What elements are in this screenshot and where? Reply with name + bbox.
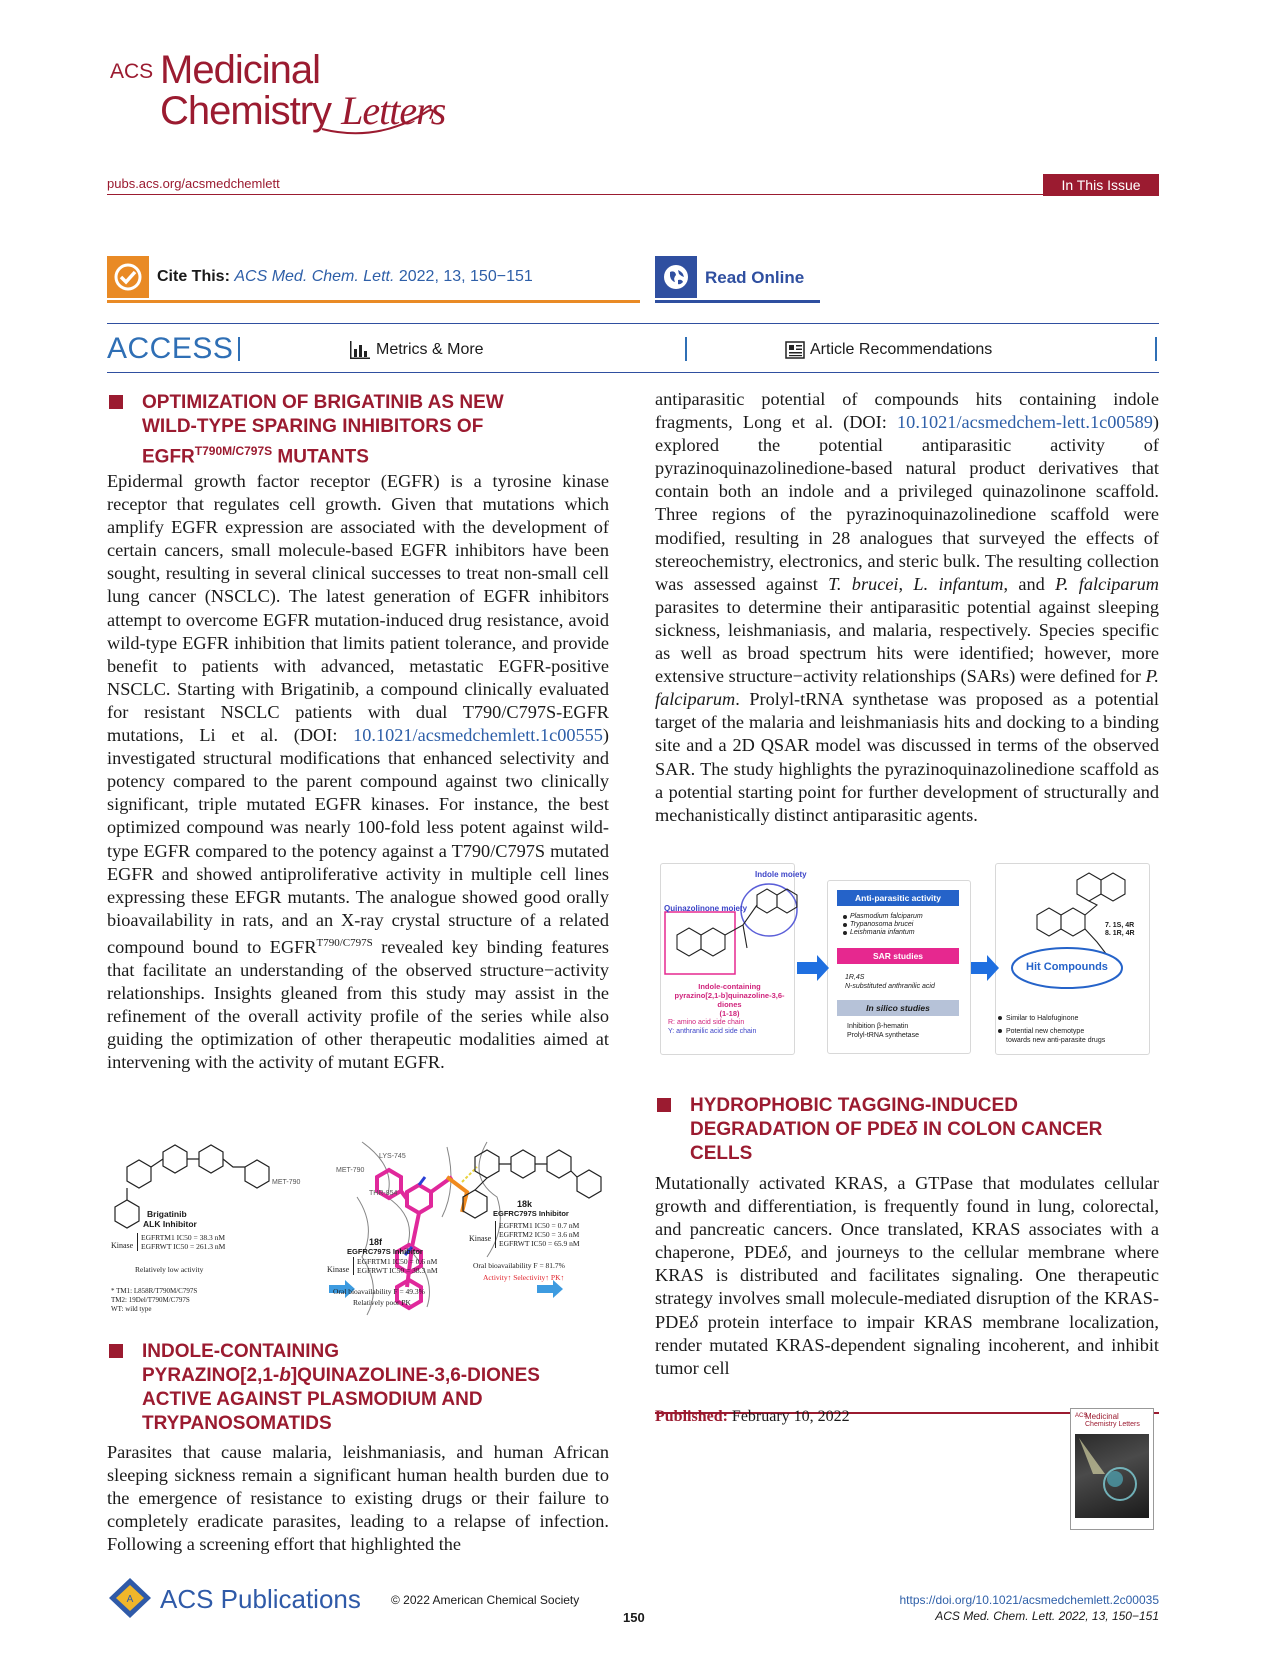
section1-heading	[142, 391, 592, 469]
scaffold-caption	[667, 982, 792, 1018]
species-t-brucei: T. brucei	[828, 573, 899, 594]
section1-paragraph	[107, 470, 609, 1075]
cite-details: 2022, 13, 150−151	[398, 268, 533, 285]
sar-studies-label: SAR studies	[872, 951, 924, 961]
r-definition: R: amino acid side chain	[668, 1019, 745, 1026]
species-l-infantum: L. infantum	[913, 573, 1004, 594]
section1-heading-line2: WILD-TYPE SPARING INHIBITORS OF	[142, 416, 484, 437]
parasite-3: Leishmania infantum	[850, 929, 915, 936]
hit-compounds-label: Hit Compounds	[1026, 961, 1108, 973]
citation-text	[157, 268, 533, 286]
sar-1: 1R,4S	[845, 974, 865, 981]
bar-chart-icon	[350, 341, 370, 359]
heading-quinazoline: ]QUINAZOLINE-3,6-DIONES	[290, 1365, 540, 1386]
parasite-1: Plasmodium falciparum	[850, 913, 923, 920]
journal-logo-line1: Medicinal	[160, 48, 320, 92]
doi-link-1c00555[interactable]: 10.1021/acsmedchemlett.1c00555	[353, 725, 603, 746]
parasite-2: Trypanosoma brucei	[850, 921, 914, 928]
18k-tm1: EGFRTM1 IC50 = 0.7 nM	[499, 1221, 580, 1230]
access-bar-bottom-rule	[107, 372, 1159, 373]
hit-note-2: Potential new chemotype	[1006, 1028, 1085, 1035]
published-date	[655, 1408, 850, 1426]
scaffold-caption-1: Indole-containing	[698, 982, 761, 991]
heading-square-icon	[109, 395, 123, 409]
section3-heading-line1: HYDROPHOBIC TAGGING-INDUCED	[690, 1095, 1018, 1116]
cover-image	[1075, 1434, 1149, 1518]
residue-met790-a: MET-790	[272, 1179, 301, 1186]
hit-note-1: Similar to Halofuginone	[1006, 1015, 1079, 1022]
heading-delta: δ	[906, 1119, 918, 1140]
18f-oral-bioavailability: Oral bioavailability F = 49.3%	[333, 1287, 425, 1296]
sar-list	[845, 973, 935, 991]
section3-paragraph	[655, 1172, 1159, 1380]
indole-moiety-label: Indole moiety	[755, 870, 807, 879]
cite-label: Cite This:	[157, 268, 230, 285]
figure1-brigatinib-optimization	[107, 1137, 607, 1317]
page-number: 150	[623, 1610, 645, 1625]
heading-square-icon	[109, 1344, 123, 1358]
in-this-issue-badge[interactable]: In This Issue	[1043, 174, 1159, 196]
18f-tm1: EGFRTM1 IC50 = 0.6 nM	[357, 1257, 438, 1266]
access-divider	[685, 337, 687, 361]
18k-wt: EGFRWT IC50 = 65.9 nM	[499, 1239, 580, 1248]
section1-text-b: ) investigated structural modifications that enhanced selectivity and potency compared to the parent compound against two clinically significant, triple mutated EGFR kinases. For instance, the best optimized compound was nearly 100-fold less potent against wild-type EGFR compared to the potency against a T790/C797S mutated EGFR and showed antiproliferative activity in multiple cell lines expressing these EFGR mutants. The analogue showed good orally bioavailability in rats, and an X-ray crystal structure of a related compound bound to EGFR	[107, 725, 609, 957]
read-online-button[interactable]: Read Online	[705, 268, 805, 287]
access-bar-top-rule	[107, 323, 1159, 324]
section1-heading-line3	[142, 439, 592, 469]
heading-b: b	[279, 1365, 291, 1386]
delta-2: δ	[689, 1311, 699, 1332]
section1-text-c: revealed key binding features that facilitate an understanding of the observed structure−activity relationships. Insights gleaned from this study may assist in the refinement of the overall activity profile of the series while also guiding the optimization of other therapeutic modalities aimed at intervening with the activity of mutant EGFR.	[107, 936, 609, 1073]
hit-compound-ids	[1105, 922, 1135, 938]
section2-heading	[142, 1340, 592, 1436]
journal-logo-acs: ACS	[110, 60, 154, 83]
compound-18f-label: 18f	[369, 1237, 383, 1247]
18k-improvements: Activity↑ Selectivity↑ PK↑	[483, 1273, 565, 1282]
section2-text-b: ) explored the potential antiparasitic activity of pyrazinoquinazolinedione-based natural product derivatives that contain both an indole and a privileged quinazolinone scaffold. Three regions of the pyrazinoquinazolinedione scaffold were modified, resulting in 28 analogues that surveyed the effects of stereochemistry, electronics, and steric bulk. The resulting collection was assessed against	[655, 412, 1159, 594]
compound-18k-inhibitor: EGFRC797S Inhibitor	[493, 1209, 569, 1218]
cover-title-1: Medicinal	[1085, 1412, 1119, 1421]
heading-pyrazino: PYRAZINO[2,1-	[142, 1365, 280, 1386]
sar-2: N-substituted anthranilic acid	[845, 983, 935, 990]
species-separator-2: , and	[1003, 573, 1056, 594]
footnote-tm2: TM2: 19Del/T790M/C797S	[111, 1296, 190, 1304]
heading-colon-cancer: IN COLON CANCER	[917, 1119, 1103, 1140]
heading-mutants: MUTANTS	[272, 446, 369, 468]
access-divider	[238, 337, 240, 361]
18f-pk-note: Relatively poor PK	[353, 1298, 411, 1307]
section2-heading-line1: INDOLE-CONTAINING	[142, 1341, 340, 1362]
checkmark-icon	[107, 256, 149, 298]
in-silico-2: Prolyl-tRNA synthetase	[847, 1032, 919, 1039]
article-recommendations-link[interactable]: Article Recommendations	[810, 341, 993, 358]
species-p-falciparum: P. falciparum	[1055, 573, 1160, 594]
18k-ic50-values	[495, 1221, 580, 1248]
copyright-notice: © 2022 American Chemical Society	[391, 1593, 580, 1607]
article-recommendations-icon	[785, 341, 805, 359]
18k-oral-bioavailability: Oral bioavailability F = 81.7%	[473, 1261, 565, 1270]
brigatinib-kinase-label: Kinase	[111, 1241, 134, 1250]
doi-link-1c00589[interactable]: 10.1021/acsmedchem-lett.1c00589	[897, 412, 1153, 433]
header-divider	[107, 194, 1159, 195]
species-separator-1: ,	[898, 573, 914, 594]
compound-18f-inhibitor: EGFRC797S Inhibitor	[347, 1247, 423, 1256]
brigatinib-ic50-values	[137, 1233, 225, 1251]
section1-text-a: Epidermal growth factor receptor (EGFR) is a tyrosine kinase receptor that regulates cell growth. Given that mutations which amplify EGFR expression are associated with the development of certain cancers, small molecule-based EGFR inhibitors have been sought, resulting in several clinical successes to treat non-small cell lung cancer (NSCLC). The latest generation of EGFR inhibitors attempt to overcome EGFR mutation-induced drug resistance, avoid wild-type EGFR inhibition that limits patient tolerance, and provide benefit to patients with advanced, metastatic EGFR-positive NSCLC. Starting with Brigatinib, a compound clinically evaluated for resistant NSCLC patients with dual T790/C797S-EGFR mutations, Li et al. (DOI:	[107, 471, 609, 746]
journal-cover-thumbnail[interactable]	[1070, 1408, 1154, 1530]
heading-square-icon	[657, 1098, 671, 1112]
section2-paragraph-left: Parasites that cause malaria, leishmaniasis, and human African sleeping sickness remain a significant human health burden due to the emergence of resistance to existing drugs or their failure to completely eradicate parasites, leading to a relapse of infection. Following a screening effort that highlighted the	[107, 1442, 609, 1555]
section3-text-b: , and journeys to the cellular membrane where KRAS is distributed and facilitates signaling. One therapeutic strategy involves small molecule-mediated disruption of the KRAS-PDE	[655, 1242, 1159, 1332]
access-divider	[1155, 337, 1157, 361]
section2-text-d: . Prolyl-tRNA synthetase was proposed as a potential target of the malaria and leishmaniasis hits and docking to a binding site and a 2D QSAR model was discussed in terms of the observed SAR. The study highlights the pyrazinoquinazolinedione scaffold as a potential starting point for further development of structurally and mechanistically distinct antiparasitic agents.	[655, 689, 1159, 825]
brigatinib-wt: EGFRWT IC50 = 261.3 nM	[141, 1242, 226, 1251]
cite-journal[interactable]: ACS Med. Chem. Lett.	[234, 268, 395, 285]
species-p-falciparum-2: P. falciparum	[655, 666, 1159, 710]
18k-tm2: EGFRTM2 IC50 = 3.6 nM	[499, 1230, 580, 1239]
heading-egfr-superscript: T790M/C797S	[194, 444, 273, 458]
delta-1: δ	[778, 1242, 787, 1263]
mutation-footnote	[111, 1287, 197, 1314]
acs-publications-wordmark: ACS Publications	[160, 1584, 361, 1614]
section3-text-a: Mutationally activated KRAS, a GTPase that modulates cellular growth and differentiation, is frequently found in lung, colorectal, and pancreatic cancers. Once translated, KRAS associates with a chaperone, PDE	[655, 1173, 1159, 1263]
18f-kinase-label: Kinase	[327, 1265, 350, 1274]
footnote-wt: WT: wild type	[111, 1305, 152, 1313]
footnote-tm1: * TM1: L858R/T790M/C797S	[111, 1287, 198, 1295]
section3-heading-line2	[690, 1118, 1150, 1142]
hit-notes	[1006, 1014, 1105, 1045]
section2-paragraph-right	[655, 388, 1159, 827]
published-value: February 10, 2022	[731, 1408, 850, 1425]
brigatinib-label: Brigatinib	[147, 1209, 187, 1219]
scaffold-caption-3: (1-18)	[719, 1009, 740, 1018]
alk-inhibitor-label: ALK Inhibitor	[143, 1219, 197, 1229]
section2-heading-line2	[142, 1364, 592, 1388]
cover-acs: ACS	[1075, 1413, 1088, 1419]
cover-art	[1075, 1434, 1149, 1518]
brigatinib-tm1: EGFRTM1 IC50 = 38.3 nM	[141, 1233, 225, 1242]
18k-kinase-label: Kinase	[469, 1234, 492, 1243]
in-silico-list	[847, 1022, 919, 1040]
18f-wt: EGFRWT IC50 = 38.3 nM	[357, 1266, 438, 1275]
substituent-definitions	[668, 1018, 756, 1036]
section1-superscript: T790/C797S	[316, 936, 373, 949]
acs-publications-logo-icon	[107, 1576, 153, 1620]
site-url-link[interactable]: pubs.acs.org/acsmedchemlett	[107, 176, 280, 191]
logo-swoosh-icon	[318, 99, 438, 139]
compound-7: 7. 1S, 4R	[1105, 922, 1135, 929]
in-silico-1: Inhibition β-hematin	[847, 1023, 909, 1030]
section3-heading	[690, 1094, 1150, 1166]
residue-lys745: LYS-745	[379, 1153, 406, 1160]
residue-met790-b: MET-790	[336, 1167, 365, 1174]
18f-ic50-values	[353, 1257, 438, 1275]
published-label: Published:	[655, 1408, 728, 1425]
in-silico-label: In silico studies	[866, 1003, 930, 1013]
section1-heading-line1: OPTIMIZATION OF BRIGATINIB AS NEW	[142, 392, 504, 413]
compound-18k-label: 18k	[517, 1199, 533, 1209]
heading-degradation: DEGRADATION OF PDE	[690, 1119, 907, 1140]
heading-egfr: EGFR	[142, 446, 195, 468]
logo-letters: Letters	[341, 88, 446, 133]
section3-text-c: protein interface to impair KRAS membrane localization, render mutated KRAS-dependent signaling incoherent, and inhibit tumor cell	[655, 1311, 1159, 1378]
svg-text:A: A	[126, 1594, 134, 1605]
metrics-more-link[interactable]: Metrics & More	[376, 341, 484, 358]
scaffold-caption-2: pyrazino[2,1-b]quinazoline-3,6-diones	[674, 991, 785, 1009]
brigatinib-note: Relatively low activity	[135, 1265, 204, 1274]
article-doi-link[interactable]: https://doi.org/10.1021/acsmedchemlett.2c00035	[899, 1593, 1159, 1607]
parasite-list	[850, 913, 923, 937]
compound-8: 8. 1R, 4R	[1105, 930, 1135, 937]
globe-icon	[655, 256, 697, 298]
y-definition: Y: anthranilic acid side chain	[668, 1028, 757, 1035]
residue-thr854: THR-854	[369, 1190, 398, 1197]
footer-citation: ACS Med. Chem. Lett. 2022, 13, 150−151	[935, 1609, 1159, 1623]
anti-parasitic-label: Anti-parasitic activity	[855, 893, 941, 903]
section2-text-c: parasites to determine their antiparasitic potential against sleeping sickness, leishmaniasis, and malaria, respectively. Species specific as well as broad spectrum hits were identified; however, more extensive structure−activity relationships (SARs) were defined for	[655, 596, 1159, 687]
section2-text-a: antiparasitic potential of compounds hits containing indole fragments, Long et al. (DOI:	[655, 389, 1159, 433]
cover-title-2: Chemistry Letters	[1085, 1421, 1140, 1428]
section2-heading-line3: ACTIVE AGAINST PLASMODIUM AND	[142, 1389, 483, 1410]
logo-chemistry: Chemistry	[160, 89, 342, 133]
access-label: ACCESS	[107, 332, 234, 365]
quinazolinone-moiety-label: Quinazolinone moiety	[664, 904, 748, 913]
section3-heading-line3: CELLS	[690, 1143, 753, 1164]
hit-note-3: towards new anti-parasite drugs	[1006, 1037, 1106, 1044]
figure2-pyrazinoquinazoline-workflow	[657, 860, 1152, 1057]
section2-heading-line4: TRYPANOSOMATIDS	[142, 1413, 332, 1434]
